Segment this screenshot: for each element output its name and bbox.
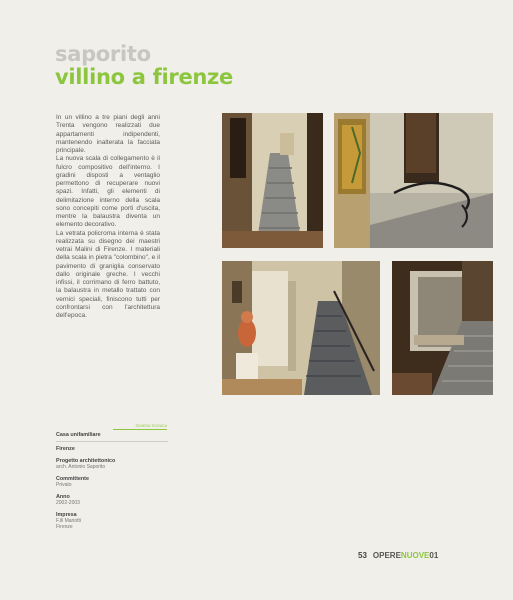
photo-hallway-stairs <box>222 261 380 395</box>
page-number: 53 <box>358 551 367 560</box>
city: Firenze <box>56 446 75 452</box>
year-group <box>56 494 186 506</box>
city-group <box>56 446 186 452</box>
photo-staircase-runner <box>222 113 323 248</box>
year-value: 2002-2003 <box>56 500 80 506</box>
photo-stair-landing <box>392 261 493 395</box>
client-label: Committente <box>56 476 89 482</box>
building-type: Casa unifamiliare <box>56 432 101 438</box>
page-footer <box>358 551 438 560</box>
magazine-name-prefix: OPERE <box>372 551 401 560</box>
architect-name: saporito <box>55 42 151 66</box>
paragraph-3: La vetrata policroma interna è stata realizzata su disegno dei maestri vetrai Malini di Firenze. I materiali della scala in pietra "colombino", e il pavimento di graniglia conservato dallo originale greche. I vecchi infissi, il corrimano di ferro battuto, la balaustra in metallo trattato con vernici speciali, finiscono tutti per confrontarsi con l'architettura dell'epoca. <box>56 229 160 319</box>
divider <box>56 441 168 442</box>
client-value: Privato <box>56 482 72 488</box>
client-group <box>56 476 186 488</box>
magazine-name-accent: NUOVE <box>400 551 430 560</box>
paragraph-1: In un villino a tre piani degli anni Trenta vengono realizzati due appartamenti indipendenti, mantenendo inalterata la facciata principale. <box>56 114 160 154</box>
year-label: Anno <box>56 494 70 500</box>
project-group <box>56 458 186 470</box>
company-value: F.lli Mariotti <box>56 518 82 524</box>
article-body <box>56 114 160 320</box>
company-group <box>56 512 186 530</box>
project-info <box>56 432 186 536</box>
company-city: Firenze <box>56 524 73 530</box>
paragraph-2: La nuova scala di collegamento è il fulcro compositivo dell'interno. I gradini disposti a ventaglio permettono di recuperare nuovi spazi. Infatti, gli elementi di delimitazione interno della scala sono concepiti come porti d'uscita, mentre la balaustra diventa un elemento decorativo. <box>56 155 160 229</box>
project-title: villino a firenze <box>55 65 233 89</box>
photo-stained-glass <box>334 113 493 248</box>
project-label: Progetto architettonico <box>56 458 116 464</box>
magazine-issue: 01 <box>429 551 439 560</box>
info-section-tag: SCHEDA TECNICA <box>113 424 167 430</box>
project-value: arch. Antonio Saporito <box>56 464 106 470</box>
company-label: Impresa <box>56 512 77 518</box>
